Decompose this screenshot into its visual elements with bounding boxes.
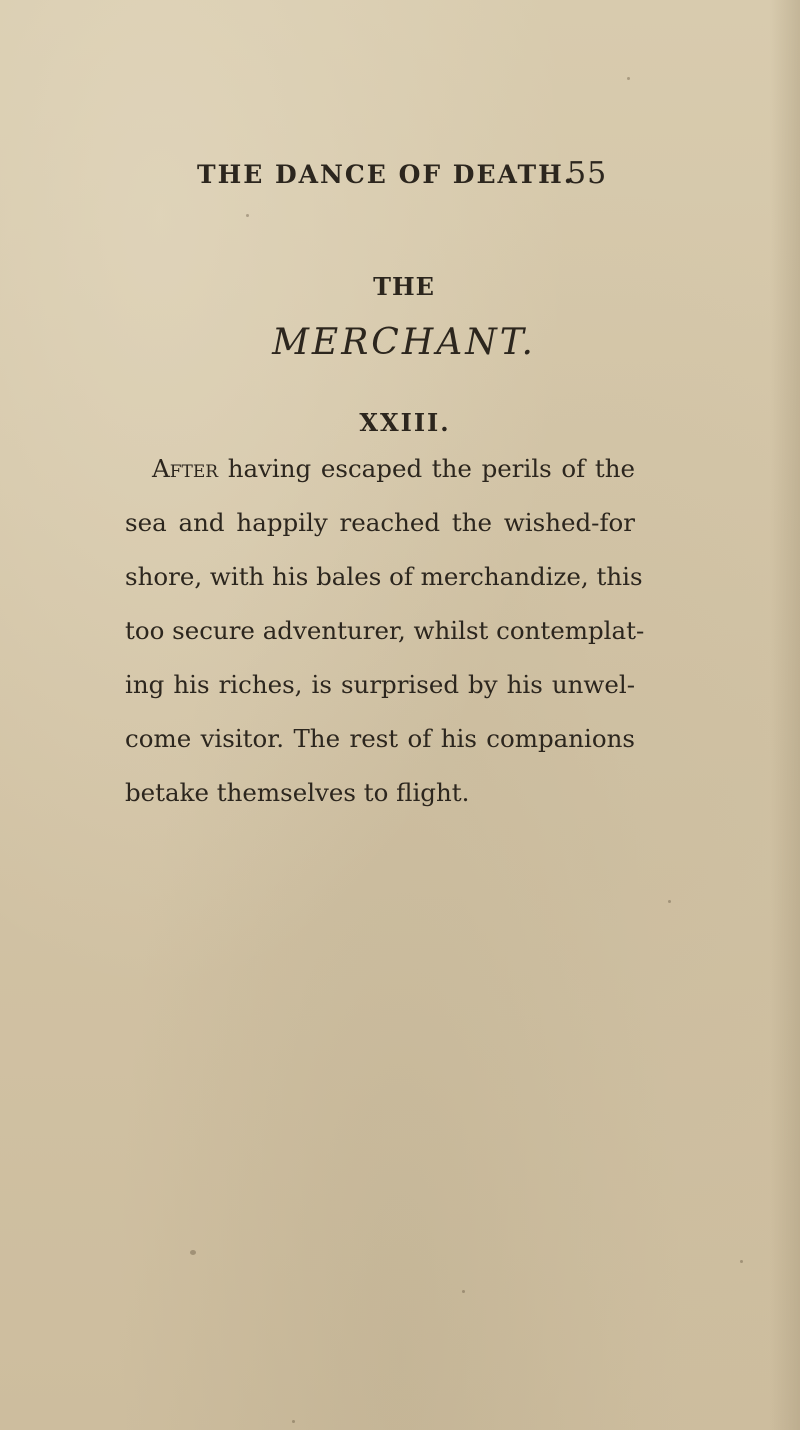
paragraph-line: too secure adventurer, whilst contemplat- [125,616,645,645]
body-paragraph [125,442,645,820]
paragraph-line: sea and happily reached the wished-for [125,508,635,537]
paper-speck [627,77,630,80]
paragraph-line: shore, with his bales of merchandize, this [125,562,643,591]
drop-word: After [152,454,219,483]
paragraph-line: come visitor. The rest of his companions [125,724,635,753]
paper-speck [740,1260,743,1263]
page-header [0,156,800,200]
paper-speck [292,1420,295,1423]
running-title: THE DANCE OF DEATH. [197,160,575,189]
paper-speck [462,1290,465,1293]
page-number: 55 [567,156,608,191]
paper-speck [246,214,249,217]
section-numeral: XXIII. [359,408,451,437]
section-label: THE [373,272,435,301]
first-line-text: having escaped the perils of the [218,454,635,483]
paragraph-line: ing his riches, is surprised by his unwel- [125,670,635,699]
paper-speck [668,900,671,903]
paragraph-line [125,442,635,496]
paragraph-line: betake themselves to flight. [125,778,470,807]
paper-speck [190,1250,196,1255]
page-edge-shadow [770,0,800,1430]
section-title: MERCHANT. [272,322,536,363]
